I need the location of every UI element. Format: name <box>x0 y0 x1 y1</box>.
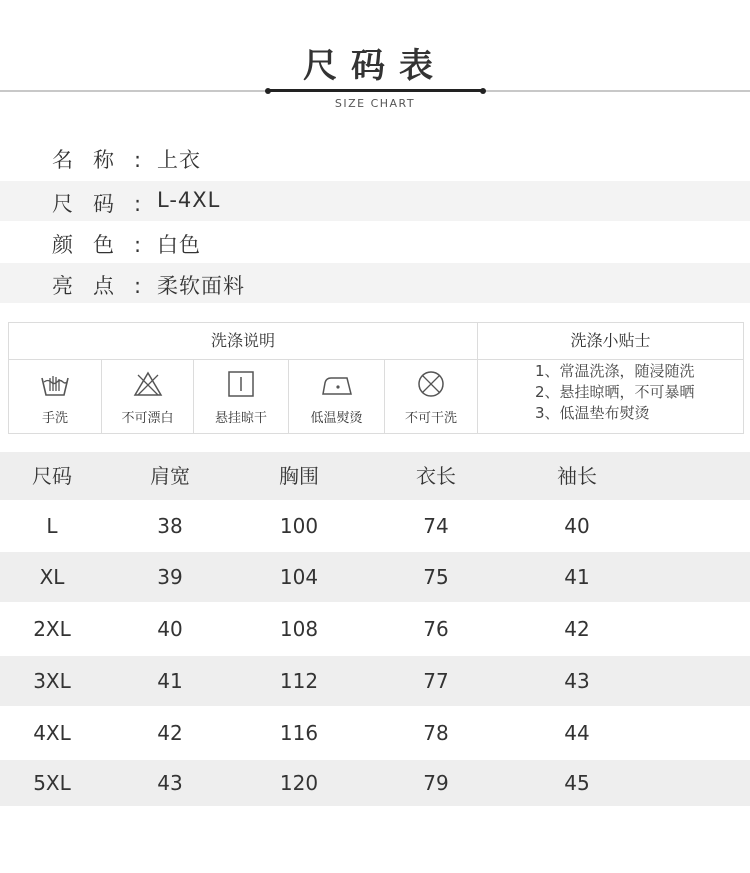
table-cell: 44 <box>564 721 590 745</box>
column-header-sleeve: 袖长 <box>557 464 597 488</box>
info-value: 柔软面料 <box>157 274 245 298</box>
info-value: L-4XL <box>157 188 221 212</box>
table-row <box>0 706 750 760</box>
care-divider <box>477 323 478 433</box>
table-cell: 74 <box>423 514 449 538</box>
table-cell: 4XL <box>33 721 71 745</box>
title-underline-dot-right <box>480 88 486 94</box>
info-row-name <box>0 137 750 177</box>
care-item-no-bleach <box>102 359 193 433</box>
column-header-chest: 胸围 <box>279 464 319 488</box>
info-label: 尺码: <box>52 192 162 216</box>
table-row <box>0 760 750 806</box>
table-cell: 2XL <box>33 617 71 641</box>
table-cell: L <box>46 514 58 538</box>
hang-dry-icon <box>225 369 257 399</box>
care-tips-title: 洗涤小贴士 <box>478 323 743 360</box>
page-subtitle: SIZE CHART <box>334 97 416 110</box>
column-header-size: 尺码 <box>32 464 72 488</box>
care-tips-list <box>535 361 695 424</box>
page-title: 尺码表 <box>303 46 447 86</box>
care-label: 悬挂晾干 <box>214 411 267 426</box>
table-cell: 112 <box>279 669 319 693</box>
table-cell: 42 <box>564 617 590 641</box>
care-tip: 1、常温洗涤，随浸随洗 <box>535 362 695 380</box>
table-cell: 41 <box>157 669 183 693</box>
column-header-length: 衣长 <box>416 464 456 488</box>
table-cell: 45 <box>564 771 590 795</box>
table-cell: 40 <box>157 617 183 641</box>
care-tip: 3、低温垫布熨烫 <box>535 404 650 422</box>
info-label: 名称: <box>52 148 162 172</box>
size-table-header <box>0 452 750 500</box>
care-label: 手洗 <box>41 411 68 426</box>
care-label: 不可漂白 <box>121 411 174 426</box>
care-item-hand-wash <box>9 359 101 433</box>
table-row <box>0 500 750 552</box>
title-underline-dot-left <box>265 88 271 94</box>
care-item-low-iron <box>289 359 384 433</box>
care-tip: 2、悬挂晾晒，不可暴晒 <box>535 383 695 401</box>
table-cell: 100 <box>279 514 319 538</box>
no-bleach-icon <box>132 369 164 399</box>
care-label: 低温熨烫 <box>310 411 363 426</box>
care-label: 不可干洗 <box>404 411 457 426</box>
table-cell: 38 <box>157 514 183 538</box>
table-cell: 76 <box>423 617 449 641</box>
info-row-color <box>0 222 750 262</box>
care-instructions-title: 洗涤说明 <box>9 323 477 360</box>
table-cell: XL <box>39 565 65 589</box>
table-cell: 116 <box>279 721 319 745</box>
column-header-shoulder: 肩宽 <box>150 464 190 488</box>
table-cell: 120 <box>279 771 319 795</box>
table-row <box>0 602 750 656</box>
info-label: 颜色: <box>52 233 162 257</box>
care-item-hang-dry <box>194 359 288 433</box>
info-value: 白色 <box>157 233 201 257</box>
info-row-highlight <box>0 263 750 303</box>
table-cell: 104 <box>279 565 319 589</box>
hand-wash-icon <box>39 369 71 399</box>
table-cell: 40 <box>564 514 590 538</box>
table-cell: 43 <box>157 771 183 795</box>
table-cell: 79 <box>423 771 449 795</box>
table-row <box>0 552 750 602</box>
table-cell: 5XL <box>33 771 71 795</box>
care-panel <box>8 322 744 434</box>
table-cell: 39 <box>157 565 183 589</box>
no-dry-clean-icon <box>415 369 447 399</box>
table-cell: 3XL <box>33 669 71 693</box>
table-cell: 108 <box>279 617 319 641</box>
table-cell: 78 <box>423 721 449 745</box>
info-label: 亮点: <box>52 274 162 298</box>
table-row <box>0 656 750 706</box>
care-item-no-dry-clean <box>385 359 477 433</box>
title-underline <box>268 89 483 92</box>
table-cell: 41 <box>564 565 590 589</box>
info-value: 上衣 <box>157 148 201 172</box>
low-iron-icon <box>321 369 353 399</box>
table-cell: 43 <box>564 669 590 693</box>
table-cell: 77 <box>423 669 449 693</box>
table-cell: 42 <box>157 721 183 745</box>
info-row-size <box>0 181 750 221</box>
table-cell: 75 <box>423 565 449 589</box>
